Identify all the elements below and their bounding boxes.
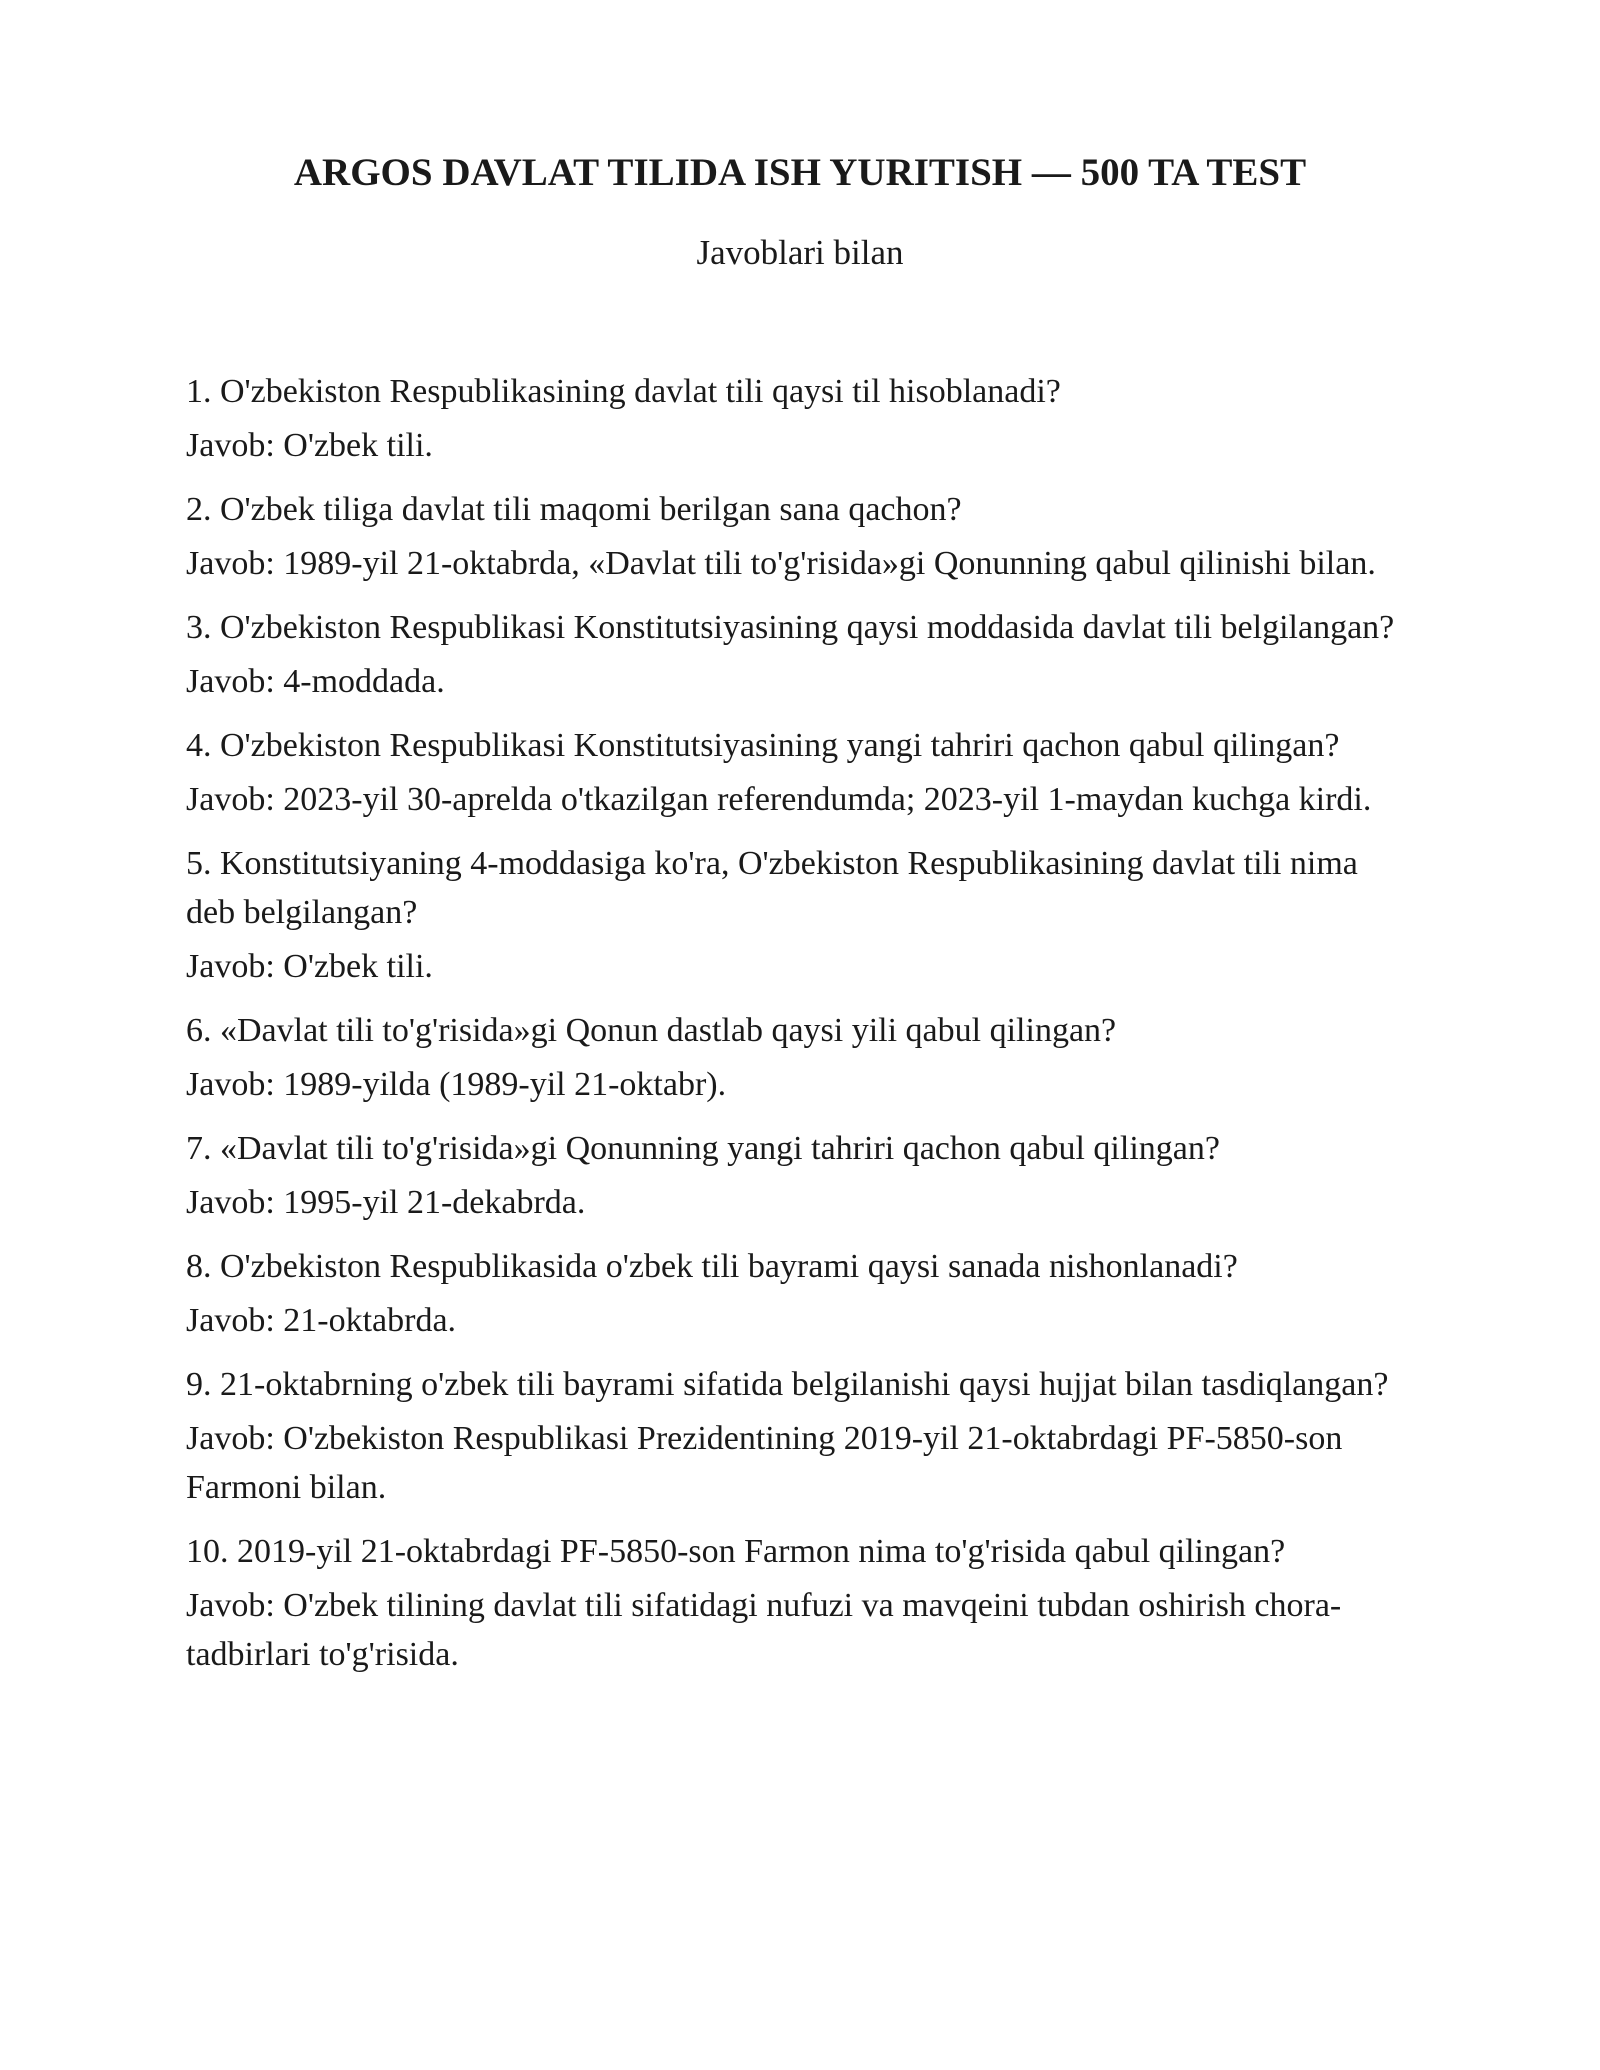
answer-text: Javob: O'zbekiston Respublikasi Prezidentining 2019-yil 21-oktabrdagi PF-5850-son Farmoni bilan. [186, 1420, 1343, 1506]
question-text: 8. O'zbekiston Respublikasida o'zbek tili bayrami qaysi sanada nishonlanadi? [186, 1248, 1238, 1285]
list-item [186, 1124, 1406, 1227]
question-text: 3. O'zbekiston Respublikasi Konstitutsiyasining qaysi moddasida davlat tili belgilangan? [186, 609, 1395, 646]
question-text: 1. O'zbekiston Respublikasining davlat tili qaysi til hisoblanadi? [186, 373, 1061, 410]
answer-text: Javob: 1989-yilda (1989-yil 21-oktabr). [186, 1066, 727, 1103]
question-text: 10. 2019-yil 21-oktabrdagi PF-5850-son Farmon nima to'g'risida qabul qilingan? [186, 1533, 1286, 1570]
answer-text: Javob: 2023-yil 30-aprelda o'tkazilgan referendumda; 2023-yil 1-maydan kuchga kirdi. [186, 781, 1372, 818]
list-item [186, 721, 1406, 824]
list-item [186, 839, 1406, 991]
question-text: 6. «Davlat tili to'g'risida»gi Qonun dastlab qaysi yili qabul qilingan? [186, 1012, 1117, 1049]
list-item [186, 485, 1406, 588]
page-subtitle: Javoblari bilan [696, 233, 904, 272]
answer-text: Javob: 1989-yil 21-oktabrda, «Davlat tili to'g'risida»gi Qonunning qabul qilinishi bilan. [186, 545, 1376, 582]
list-item [186, 603, 1406, 706]
list-item [186, 367, 1406, 470]
answer-text: Javob: O'zbek tili. [186, 948, 433, 985]
list-item [186, 1006, 1406, 1109]
question-text: 2. O'zbek tiliga davlat tili maqomi berilgan sana qachon? [186, 491, 962, 528]
answer-text: Javob: 21-oktabrda. [186, 1302, 457, 1339]
page-title: ARGOS DAVLAT TILIDA ISH YURITISH — 500 TA TEST [293, 151, 1307, 194]
answer-text: Javob: 1995-yil 21-dekabrda. [186, 1184, 586, 1221]
list-item [186, 1360, 1406, 1512]
answer-text: Javob: 4-moddada. [186, 663, 445, 700]
question-text: 4. O'zbekiston Respublikasi Konstitutsiyasining yangi tahriri qachon qabul qilingan? [186, 727, 1340, 764]
question-list [186, 367, 1406, 1694]
list-item [186, 1242, 1406, 1345]
question-text: 7. «Davlat tili to'g'risida»gi Qonunning yangi tahriri qachon qabul qilingan? [186, 1130, 1220, 1167]
question-text: 5. Konstitutsiyaning 4-moddasiga ko'ra, O'zbekiston Respublikasining davlat tili nima deb belgilangan? [186, 845, 1358, 931]
question-text: 9. 21-oktabrning o'zbek tili bayrami sifatida belgilanishi qaysi hujjat bilan tasdiqlangan? [186, 1366, 1389, 1403]
list-item [186, 1527, 1406, 1679]
answer-text: Javob: O'zbek tilining davlat tili sifatidagi nufuzi va mavqeini tubdan oshirish chora-tadbirlari to'g'risida. [186, 1587, 1342, 1673]
answer-text: Javob: O'zbek tili. [186, 427, 433, 464]
